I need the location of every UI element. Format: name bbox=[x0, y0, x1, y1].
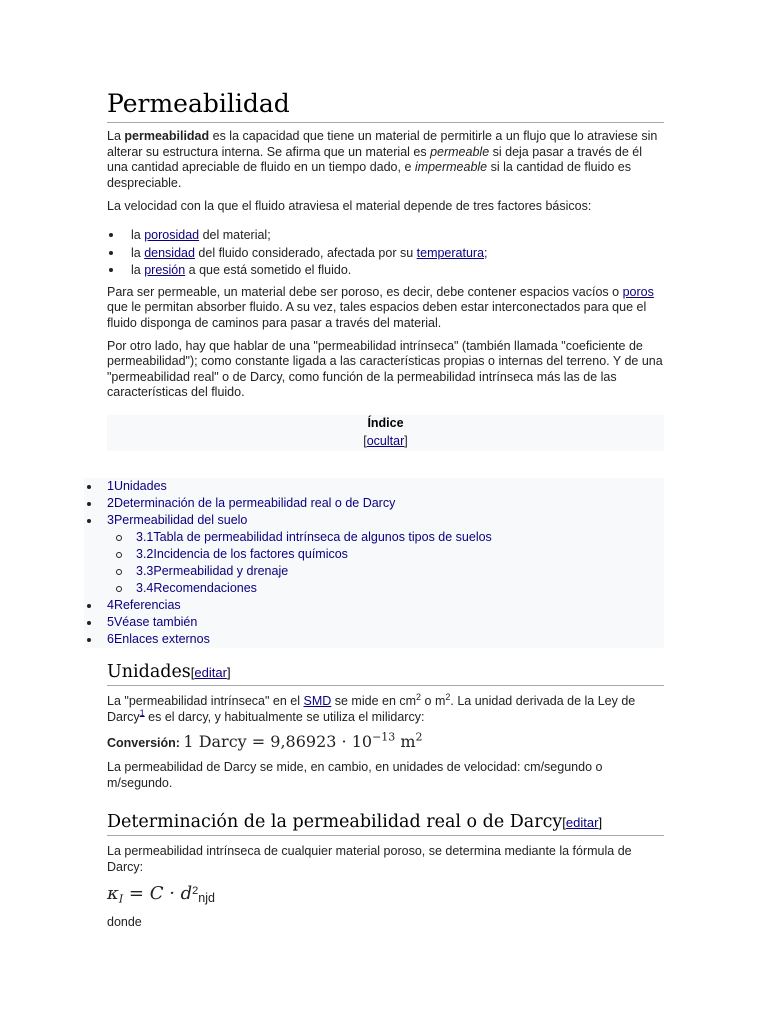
bold-term: permeabilidad bbox=[124, 129, 210, 143]
bullet-icon bbox=[87, 502, 91, 506]
intro-paragraph-2: La velocidad con la que el fluido atraviesa el material depende de tres factores básicos: bbox=[107, 199, 592, 214]
link-presion[interactable]: presión bbox=[144, 263, 186, 278]
article-continued bbox=[107, 661, 664, 931]
page-title: Permeabilidad bbox=[107, 88, 664, 123]
bullet-icon bbox=[87, 519, 91, 523]
paragraph-smd: La "permeabilidad intrínseca" en el SMD se mide en $cm^2$ o $m^2$. La unidad derivada de la Ley de Darcy$^1$ es el darcy, y habitualmente se utiliza el milidarcy: bbox=[107, 691, 636, 724]
bullet-icon bbox=[87, 621, 91, 625]
list-item: la presión a que está sometido el fluido. bbox=[107, 262, 664, 280]
paragraph-intrinseca: Por otro lado, hay que hablar de una "permeabilidad intrínseca" (también llamada "coeficiente de permeabilidad"); como constante ligada a las características propias o internas del terreno. Y de una "permeabilidad real" o de Darcy, como función de la permeabilidad intrínseca más las de las características del fluido. bbox=[107, 338, 663, 400]
link-densidad[interactable]: densidad bbox=[144, 245, 195, 260]
paragraph-velocidad: La permeabilidad de Darcy se mide, en cambio, en unidades de velocidad: cm/segundo o m/segundo. bbox=[107, 760, 603, 790]
bullet-icon bbox=[87, 638, 91, 642]
darcy-formula: $\kappa_I = C \cdot d^2njd$ bbox=[107, 882, 215, 906]
factors-list bbox=[107, 227, 664, 280]
conversion-label: Conversión: bbox=[107, 736, 180, 751]
toc-item[interactable]: 1Unidades bbox=[84, 478, 664, 495]
circle-bullet-icon bbox=[116, 586, 122, 592]
toc-list bbox=[84, 478, 664, 648]
italic-term-permeable: permeable bbox=[430, 144, 490, 159]
article-content bbox=[107, 88, 664, 451]
reference-link[interactable]: 1 bbox=[139, 707, 145, 718]
circle-bullet-icon bbox=[116, 552, 122, 558]
section-heading-determinacion: Determinación de la permeabilidad real o de Darcy[editar] bbox=[107, 811, 664, 836]
intro-paragraph-1: La permeabilidad es la capacidad que tiene un material de permitirle a un flujo que lo atraviese sin alterar su estructura interna. Se afirma que un material es permeable si deja pasar a través de él una cantidad apreciable de fluido en un tiempo dado, e impermeable si la cantidad de fluido es despreciable. bbox=[107, 129, 658, 190]
toc-subitem[interactable]: 3.3Permeabilidad y drenaje bbox=[84, 563, 664, 580]
toc-item[interactable]: 3Permeabilidad del suelo bbox=[84, 512, 664, 529]
list-item: la porosidad del material; bbox=[107, 227, 664, 245]
toc-item[interactable]: 5Véase también bbox=[84, 614, 664, 631]
circle-bullet-icon bbox=[116, 535, 122, 541]
toc-item[interactable]: 2Determinación de la permeabilidad real o de Darcy bbox=[84, 495, 664, 512]
bullet-icon bbox=[87, 485, 91, 489]
list-item: la densidad del fluido considerado, afectada por su temperatura; bbox=[107, 245, 664, 263]
italic-term-impermeable: impermeable bbox=[414, 160, 488, 175]
edit-section: [editar] bbox=[190, 665, 231, 680]
bullet-icon bbox=[87, 604, 91, 608]
conversion-formula: 1 Darcy = $9,86923 \cdot 10^{-13}$ $m^2$ bbox=[183, 730, 423, 752]
toc-subitem[interactable]: 3.4Recomendaciones bbox=[84, 580, 664, 597]
link-porosidad[interactable]: porosidad bbox=[144, 227, 200, 242]
edit-link-determinacion[interactable]: editar bbox=[565, 815, 599, 831]
conversion-line bbox=[107, 731, 664, 754]
toc-title: Índice bbox=[367, 415, 404, 430]
link-temperatura[interactable]: temperatura bbox=[416, 245, 485, 260]
circle-bullet-icon bbox=[116, 569, 122, 575]
link-poros[interactable]: poros bbox=[622, 284, 654, 299]
toc-subitem[interactable]: 3.2Incidencia de los factores químicos bbox=[84, 546, 664, 563]
toc-hide-link[interactable]: ocultar bbox=[366, 433, 405, 448]
link-smd[interactable]: SMD bbox=[303, 694, 332, 708]
paragraph-formula-intro: La permeabilidad intrínseca de cualquier material poroso, se determina mediante la fórmula de Darcy: bbox=[107, 844, 632, 874]
paragraph-poros: Para ser permeable, un material debe ser poroso, es decir, debe contener espacios vacíos o poros que le permitan absorber fluido. A su vez, tales espacios deben estar interconectados para que el fluido disponga de caminos para pasar a través del material. bbox=[107, 284, 654, 330]
edit-section: [editar] bbox=[562, 815, 603, 831]
toc-item[interactable]: 6Enlaces externos bbox=[84, 631, 664, 648]
paragraph-donde: donde bbox=[107, 915, 142, 930]
toc-toggle: [ocultar] bbox=[363, 433, 408, 448]
toc-header bbox=[107, 415, 664, 451]
toc-subitem[interactable]: 3.1Tabla de permeabilidad intrínseca de algunos tipos de suelos bbox=[84, 529, 664, 546]
toc-item[interactable]: 4Referencias bbox=[84, 597, 664, 614]
edit-link-unidades[interactable]: editar bbox=[194, 665, 227, 680]
section-heading-unidades: Unidades[editar] bbox=[107, 661, 664, 686]
